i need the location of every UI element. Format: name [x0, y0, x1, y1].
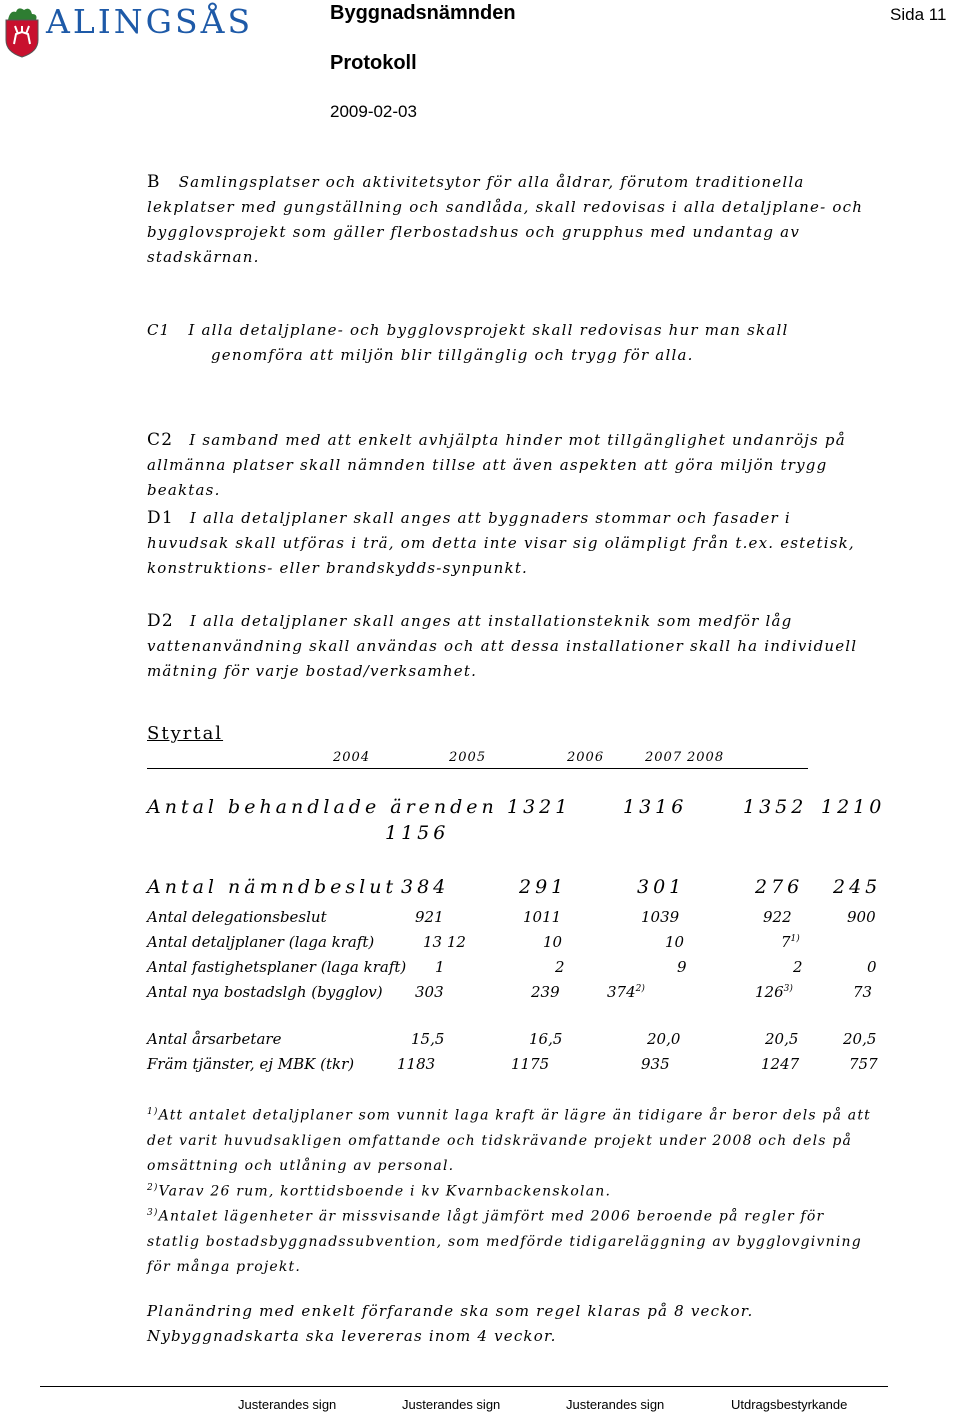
value-2008: 0: [867, 958, 877, 976]
section-code: C1: [147, 321, 171, 339]
footnote-mark: 3): [147, 1208, 159, 1218]
big-row-namndbeslut: [147, 876, 887, 902]
value-2006: 20,0: [647, 1030, 681, 1048]
year-2004: 2004: [333, 750, 371, 765]
row-fastighetsplaner: [147, 958, 887, 982]
footnote-1: [147, 1100, 877, 1179]
section-text: I alla detaljplane- och bygglovsprojekt skall redovisas hur man skall genomföra att miljön blir tillgänglig och trygg för alla.: [188, 321, 789, 364]
closing-line-2: Nybyggnadskarta ska levereras inom 4 veckor.: [147, 1327, 557, 1345]
value-2005: 1011: [523, 908, 562, 926]
row-label: Antal detaljplaner (laga kraft): [147, 933, 375, 951]
value-2007: 922: [763, 908, 792, 926]
value-2007: 1210: [821, 796, 886, 818]
value-2007: 276: [755, 876, 804, 898]
section-d1: [147, 506, 877, 581]
value-2008: 20,5: [843, 1030, 877, 1048]
footer-sign-3: Justerandes sign: [566, 1397, 665, 1412]
section-d2: [147, 609, 877, 684]
value-2006: 1352: [743, 796, 808, 818]
value-2004: 15,5: [411, 1030, 445, 1048]
document-type: Protokoll: [330, 52, 417, 74]
footer-rule: [40, 1386, 888, 1387]
value-2008: 73: [853, 983, 873, 1001]
value-2007: 1247: [761, 1055, 800, 1073]
section-b: [147, 170, 877, 270]
footer-sign-1: Justerandes sign: [238, 1397, 337, 1412]
footnote-text: Att antalet detaljplaner som vunnit laga kraft är lägre än tidigare år beror dels på att det varit huvudsakligen omfattande och tidskrävande projekt under 2008 och dels på omsättning och utlåning av personal.: [147, 1107, 871, 1174]
value-2007: 2: [793, 958, 803, 976]
value-2005: 239: [531, 983, 560, 1001]
row-label: Antal årsarbetare: [147, 1030, 282, 1048]
value-2008: 1156: [385, 822, 450, 844]
section-text: I alla detaljplaner skall anges att installationsteknik som medför låg vattenanvändning skall användas och att dessa installationer skall ha individuell mätning för varje bostad/verksamhet.: [147, 612, 858, 680]
footnote-mark: 2): [147, 1183, 159, 1193]
document-date: 2009-02-03: [330, 102, 417, 121]
year-2005: 2005: [449, 750, 487, 765]
row-label: Främ tjänster, ej MBK (tkr): [147, 1055, 355, 1073]
logo-text: ALINGSÅS: [46, 2, 254, 41]
value-2004: 384: [401, 876, 450, 898]
value-2005: 1316: [623, 796, 688, 818]
row-arsarbetare: [147, 1030, 887, 1054]
value-2005: 2: [555, 958, 565, 976]
value-2004: 303: [415, 983, 444, 1001]
footnote-ref-3: 3): [783, 984, 793, 994]
footnote-ref-1: 1): [790, 934, 800, 944]
value-2004: 921: [415, 908, 444, 926]
page-number: Sida 11: [890, 5, 947, 24]
row-label: Antal nämndbeslut: [147, 876, 398, 898]
footnote-ref-2: 2): [635, 984, 645, 994]
styrtal-heading: Styrtal: [147, 723, 224, 744]
value-2008: 757: [849, 1055, 878, 1073]
value-2006: 301: [637, 876, 686, 898]
section-code: D1: [147, 508, 174, 528]
value-2004: 1321: [507, 796, 572, 818]
section-text: I alla detaljplaner skall anges att byggnaders stommar och fasader i huvudsak skall utföras i trä, om detta inte visar sig olämpligt från t.ex. estetisk, konstruktions- eller brandskydds-synpunkt.: [147, 509, 855, 577]
row-label: Antal behandlade ärenden: [147, 796, 498, 818]
value-2004: 1183: [397, 1055, 436, 1073]
row-nya-bostadslgh: [147, 983, 887, 1007]
year-2007: 2007: [645, 750, 683, 765]
value-2004: 1: [435, 958, 445, 976]
municipality-logo: [4, 6, 40, 58]
section-code: B: [147, 172, 161, 192]
value-2005: 291: [519, 876, 568, 898]
year-header-row: [147, 750, 808, 768]
value-2008: 245: [833, 876, 882, 898]
row-fram-tjanster: [147, 1055, 887, 1079]
year-2006: 2006: [567, 750, 605, 765]
big-row-arenden: [147, 796, 887, 852]
value-text: 126: [755, 983, 784, 1001]
section-code: C2: [147, 430, 174, 450]
section-text: I samband med att enkelt avhjälpta hinder mot tillgänglighet undanröjs på allmänna platser skall nämnden tillse att även aspekten att göra miljön trygg beaktas.: [147, 431, 846, 499]
value-text: 374: [607, 983, 636, 1001]
value-2006: 935: [641, 1055, 670, 1073]
department-title: Byggnadsnämnden: [330, 2, 516, 24]
row-label: Antal fastighetsplaner (laga kraft): [147, 958, 407, 976]
section-code: D2: [147, 611, 174, 631]
value-2008: 900: [847, 908, 876, 926]
value-2008: [781, 933, 800, 951]
footnote-text: Antalet lägenheter är missvisande lågt jämfört med 2006 beroende på regler för statlig bostadsbyggnadssubvention, som medförde tidigareläggning av bygglovgivning för många projekt.: [147, 1208, 862, 1275]
footer-sign-2: Justerandes sign: [402, 1397, 501, 1412]
section-c2: [147, 428, 877, 503]
footnote-mark: 1): [147, 1107, 159, 1117]
footnote-3: [147, 1201, 877, 1280]
value-2007: [755, 983, 793, 1001]
year-2008: 2008: [687, 750, 725, 765]
closing-line-1: Planändring med enkelt förfarande ska som regel klaras på 8 veckor.: [147, 1302, 754, 1320]
value-2004-2005: 13 12: [423, 933, 466, 951]
value-2007: 20,5: [765, 1030, 799, 1048]
section-text: Samlingsplatser och aktivitetsytor för alla åldrar, förutom traditionella lekplatser med gungställning och sandlåda, skall redovisas i alla detaljplane- och bygglovsprojekt som gäller flerbostadshus och grupphus med undantag av stadskärnan.: [147, 173, 864, 266]
value-text: 7: [781, 933, 791, 951]
value-2006: 9: [677, 958, 687, 976]
section-c1: [147, 318, 877, 368]
row-label: Antal nya bostadslgh (bygglov): [147, 983, 383, 1001]
value-2005: 1175: [511, 1055, 550, 1073]
value-2006: [607, 983, 645, 1001]
row-detaljplaner: [147, 933, 887, 957]
year-header-rule: [147, 768, 808, 769]
footer-extract: Utdragsbestyrkande: [731, 1397, 848, 1412]
value-2006: 1039: [641, 908, 680, 926]
value-2005: 16,5: [529, 1030, 563, 1048]
footnote-text: Varav 26 rum, korttidsboende i kv Kvarnbackenskolan.: [158, 1183, 612, 1200]
row-label: Antal delegationsbeslut: [147, 908, 327, 926]
row-delegationsbeslut: [147, 908, 887, 932]
value-2007: 10: [665, 933, 685, 951]
value-2006: 10: [543, 933, 563, 951]
